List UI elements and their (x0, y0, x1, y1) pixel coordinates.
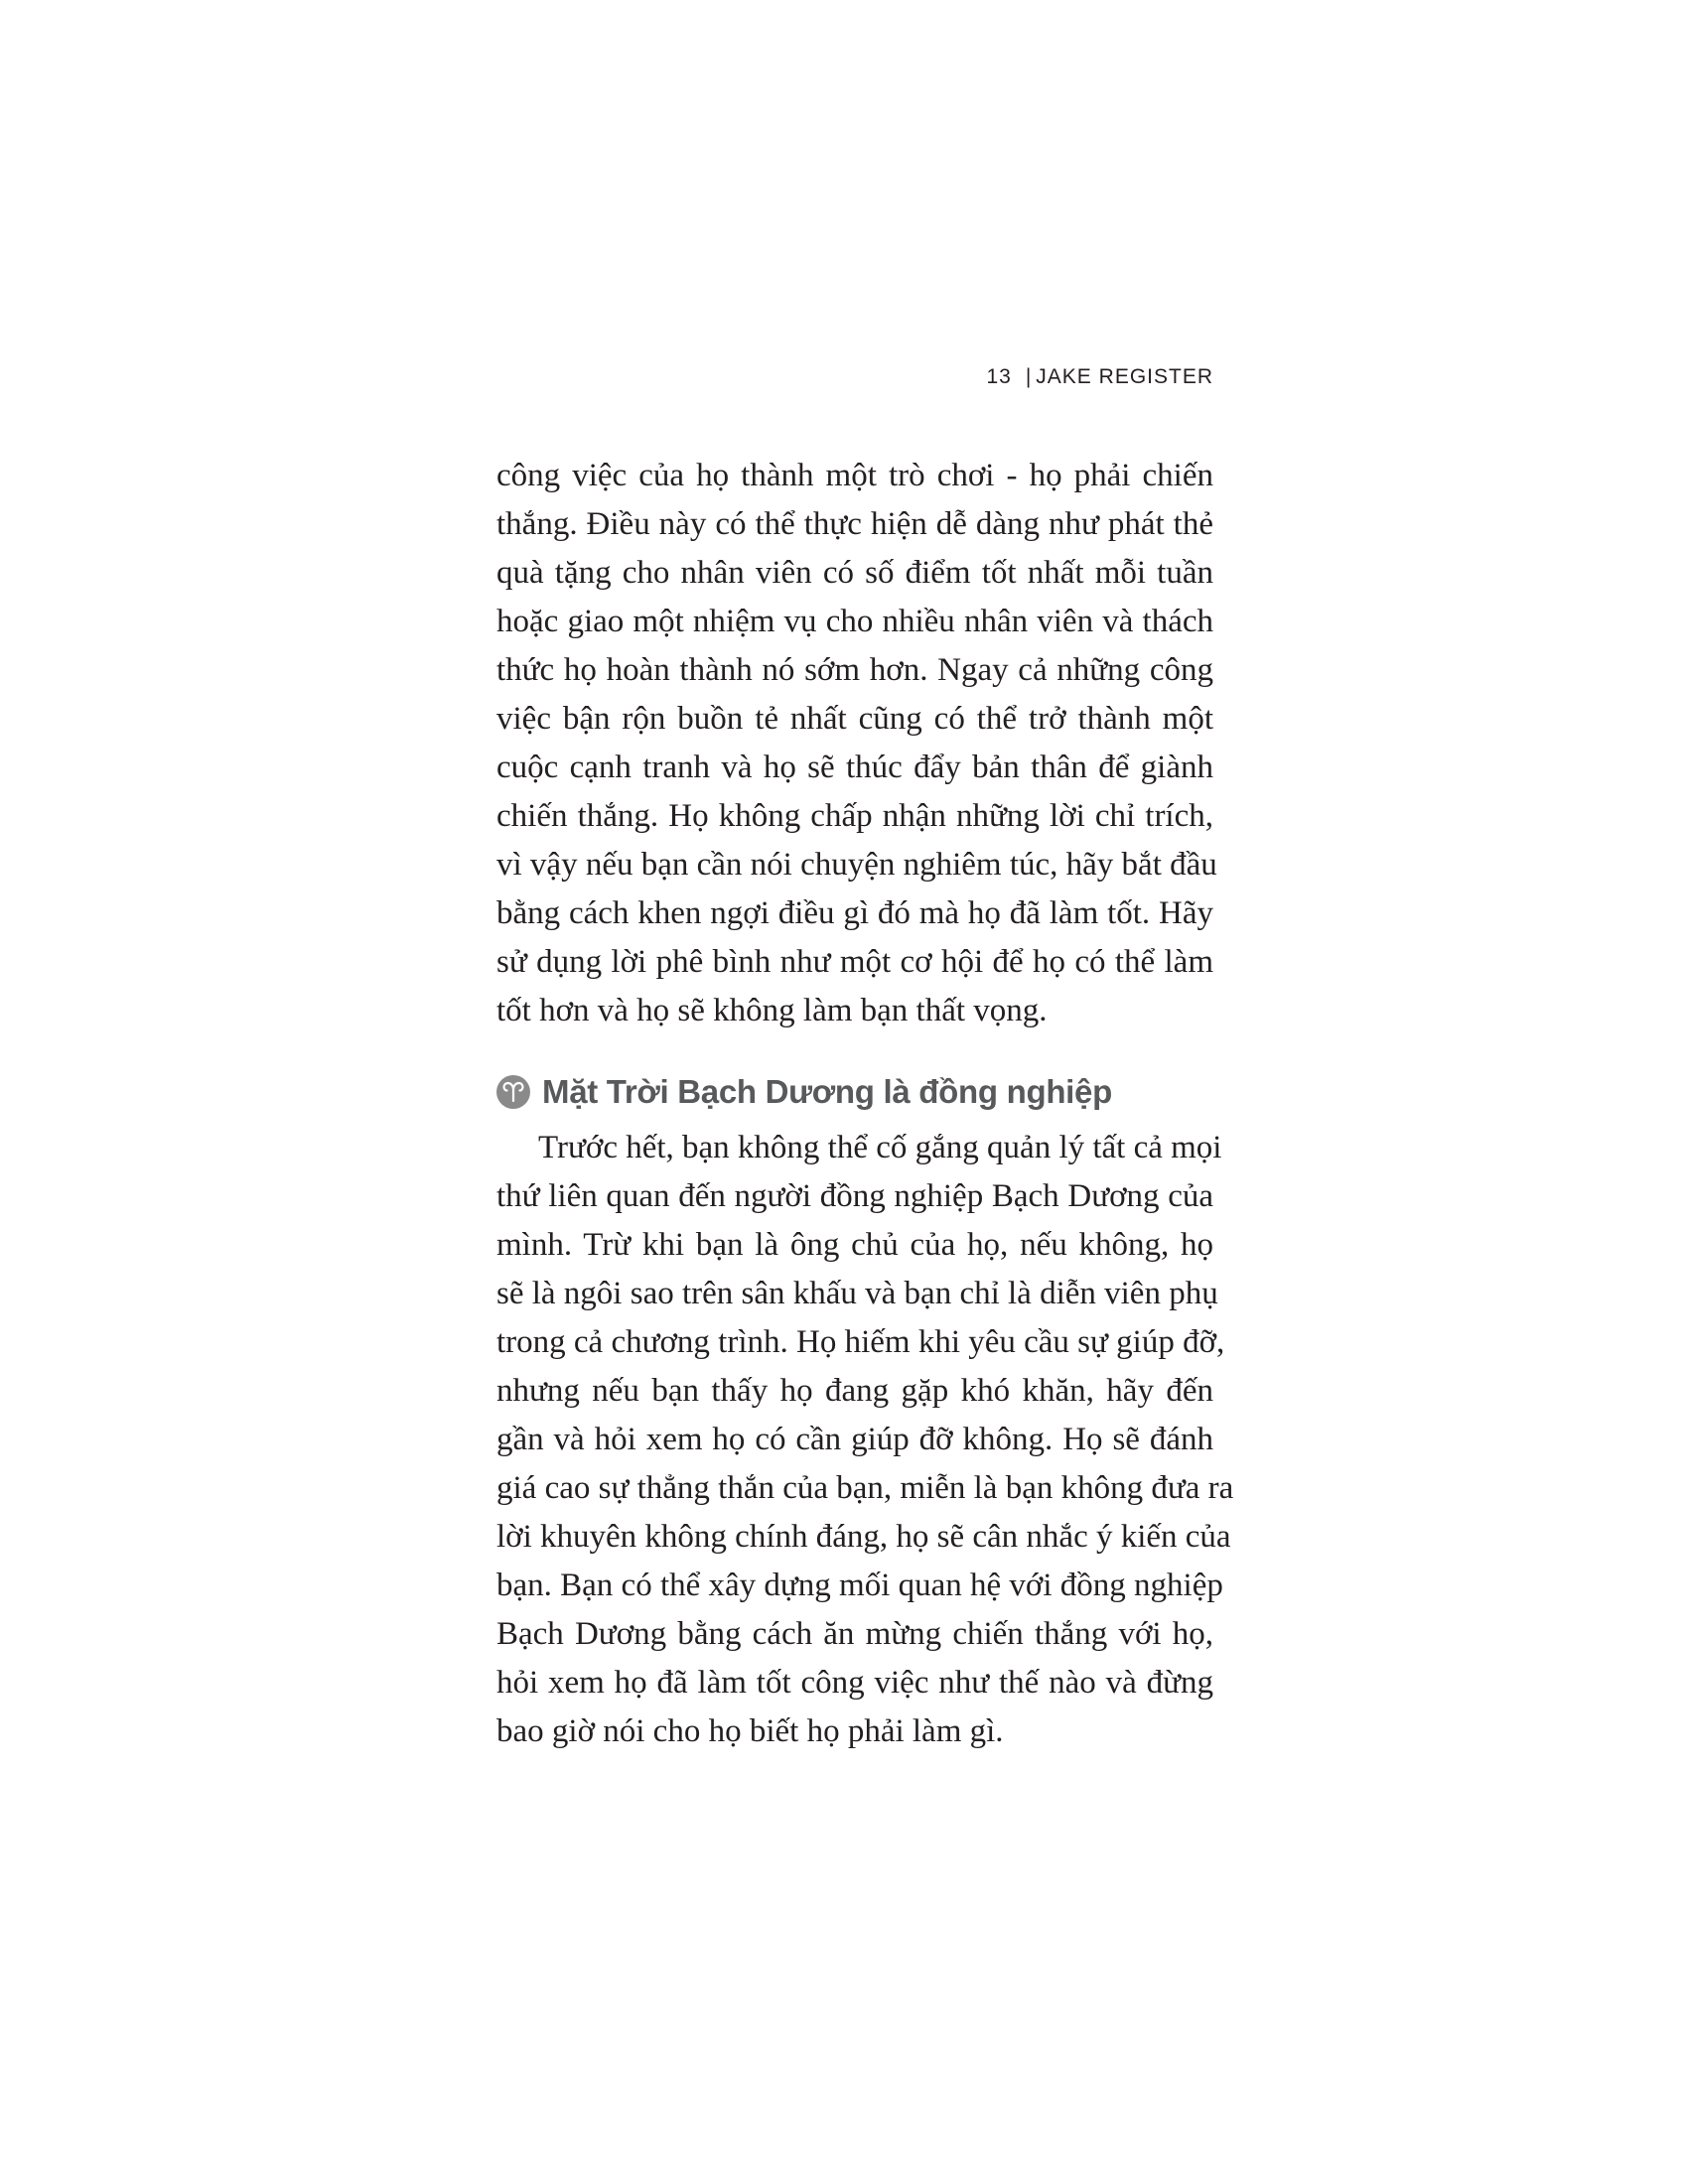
text-line: gần và hỏi xem họ có cần giúp đỡ không. Họ sẽ đánh (496, 1422, 1213, 1457)
text-line: Bạch Dương bằng cách ăn mừng chiến thắng với họ, (496, 1616, 1213, 1652)
paragraph-2 (496, 1124, 1234, 1756)
section-heading (496, 1066, 1213, 1118)
section-title: Mặt Trời Bạch Dương là đồng nghiệp (542, 1073, 1112, 1110)
text-line: bằng cách khen ngợi điều gì đó mà họ đã làm tốt. Hãy (496, 895, 1213, 931)
text-line: bạn. Bạn có thể xây dựng mối quan hệ với đồng nghiệp (496, 1568, 1223, 1603)
text-line: giá cao sự thẳng thắn của bạn, miễn là bạn không đưa ra (496, 1470, 1234, 1506)
text-line: tốt hơn và họ sẽ không làm bạn thất vọng. (496, 993, 1048, 1028)
aries-icon (496, 1075, 530, 1109)
text-line: thứ liên quan đến người đồng nghiệp Bạch Dương của (496, 1178, 1213, 1214)
text-line: sử dụng lời phê bình như một cơ hội để họ có thể làm (496, 944, 1213, 980)
running-header (496, 365, 1213, 389)
text-line: hỏi xem họ đã làm tốt công việc như thế nào và đừng (496, 1665, 1213, 1701)
text-line: nhưng nếu bạn thấy họ đang gặp khó khăn, hãy đến (496, 1373, 1213, 1409)
text-line: Trước hết, bạn không thể cố gắng quản lý tất cả mọi (538, 1130, 1222, 1165)
text-line: bao giờ nói cho họ biết họ phải làm gì. (496, 1713, 1004, 1749)
header-author: JAKE REGISTER (1036, 365, 1213, 388)
text-line: thức họ hoàn thành nó sớm hơn. Ngay cả những công (496, 652, 1213, 688)
text-line: quà tặng cho nhân viên có số điểm tốt nhất mỗi tuần (496, 555, 1213, 591)
text-line: lời khuyên không chính đáng, họ sẽ cân nhắc ý kiến của (496, 1519, 1231, 1555)
text-line: cuộc cạnh tranh và họ sẽ thúc đẩy bản thân để giành (496, 750, 1213, 785)
text-line: sẽ là ngôi sao trên sân khấu và bạn chỉ là diễn viên phụ (496, 1276, 1218, 1311)
text-line: trong cả chương trình. Họ hiếm khi yêu cầu sự giúp đỡ, (496, 1324, 1225, 1360)
page-number: 13 (986, 365, 1012, 388)
text-line: việc bận rộn buồn tẻ nhất cũng có thể trở thành một (496, 701, 1213, 737)
text-line: chiến thắng. Họ không chấp nhận những lời chỉ trích, (496, 798, 1213, 834)
text-line: hoặc giao một nhiệm vụ cho nhiều nhân viên và thách (496, 604, 1213, 639)
text-line: mình. Trừ khi bạn là ông chủ của họ, nếu không, họ (496, 1227, 1213, 1263)
header-separator: | (1025, 365, 1033, 388)
text-line: thắng. Điều này có thể thực hiện dễ dàng như phát thẻ (496, 506, 1213, 542)
text-line: vì vậy nếu bạn cần nói chuyện nghiêm túc, hãy bắt đầu (496, 847, 1217, 883)
text-line: công việc của họ thành một trò chơi - họ phải chiến (496, 458, 1213, 493)
paragraph-1 (496, 452, 1217, 1035)
